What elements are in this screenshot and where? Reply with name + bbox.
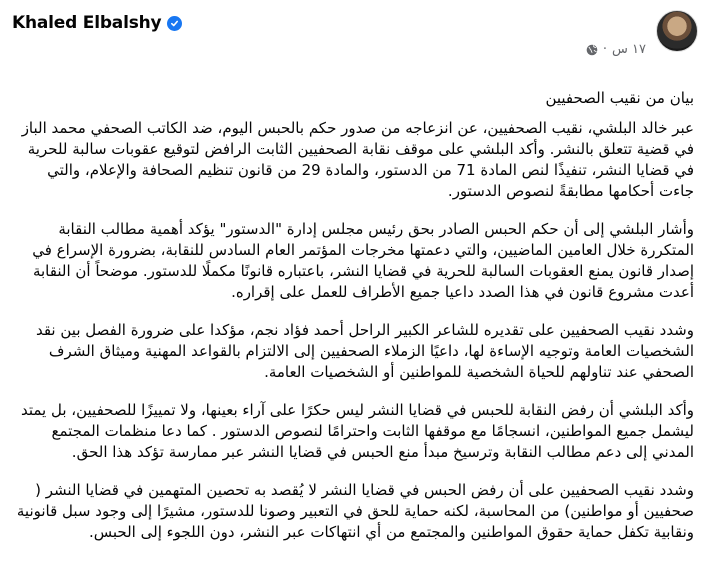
post-paragraph: وأشار البلشي إلى أن حكم الحبس الصادر بحق رئيس مجلس إدارة "الدستور" يؤكد أهمية مطالب النقابة المتكررة خلال العامين الماضيين، والتي دعمتها مخرجات المؤتمر العام السادس للنقابة، بضرورة الإسراع في إصدار قانون يمنع العقوبات السالبة للحرية في قضايا النشر، باعتباره قانونًا مكملًا للدستور. موضحاً أن النقابة أعدت مشروع قانون في هذا الصدد داعيا جميع الأطراف للعمل على إقراره.	[32, 220, 694, 301]
globe-icon[interactable]	[586, 44, 598, 56]
post-paragraph: عبر خالد البلشي، نقيب الصحفيين، عن انزعاجه من صدور حكم بالحبس اليوم، ضد الكاتب الصحفي محمد الباز في قضية تتعلق بالنشر. وأكد البلشي على موقف نقابة الصحفيين الثابت الرافض لتوقيع عقوبات سالبة للحرية في قضايا النشر، تنفيذًا لنص المادة 71 من الدستور، والمادة 29 من قانون تنظيم الصحافة والإعلام، والتي جاءت أحكامها مطابقةً لنصوص الدستور.	[21, 119, 694, 200]
post-title: بيان من نقيب الصحفيين	[545, 89, 694, 107]
meta-separator: ·	[602, 42, 608, 57]
post-timestamp[interactable]: ١٧ س	[612, 42, 646, 57]
post-paragraph: وشدد نقيب الصحفيين على تقديره للشاعر الكبير الراحل أحمد فؤاد نجم، مؤكدا على ضرورة الفصل بين نقد الشخصيات العامة وتوجيه الإساءة لها، داعيًا الزملاء الصحفيين إلى الالتزام بالقواعد المهنية وميثاق الشرف الصحفي عند تناولهم للحياة الشخصية للمواطنين أو الشخصيات العامة.	[35, 321, 694, 381]
post-header	[10, 8, 698, 58]
avatar[interactable]	[656, 10, 698, 52]
post-paragraph: وأكد البلشي أن رفض النقابة للحبس في قضايا النشر ليس حكرًا على آراء بعينها، ولا تمييزًا للصحفيين، بل يمتد ليشمل جميع المواطنين، انسجامًا مع موقفها الثابت واحترامًا لنصوص الدستور . كما دعا منظمات المجتمع المدني إلى دعم مطالب النقابة وترسيخ مبدأ منع الحبس في قضايا النشر عبر ممارسة تؤكد هذا الحق.	[20, 401, 694, 461]
author-row	[12, 13, 182, 33]
post-paragraph: وشدد نقيب الصحفيين على أن رفض الحبس في قضايا النشر لا يُقصد به تحصين المتهمين في قضايا النشر ( صحفيين أو مواطنين) من المحاسبة، لكنه حماية للحق في التعبير وصونا للدستور، مشيرًا إلى وجود سبل قانونية ونقابية تكفل حماية حقوق المواطنين والمجتمع من أي انتهاكات عبر النشر، دون اللجوء إلى الحبس.	[16, 481, 694, 541]
post-meta	[586, 42, 646, 57]
post-body	[12, 88, 694, 560]
verified-badge-icon	[167, 16, 182, 31]
author-name[interactable]: Khaled Elbalshy	[12, 13, 162, 33]
